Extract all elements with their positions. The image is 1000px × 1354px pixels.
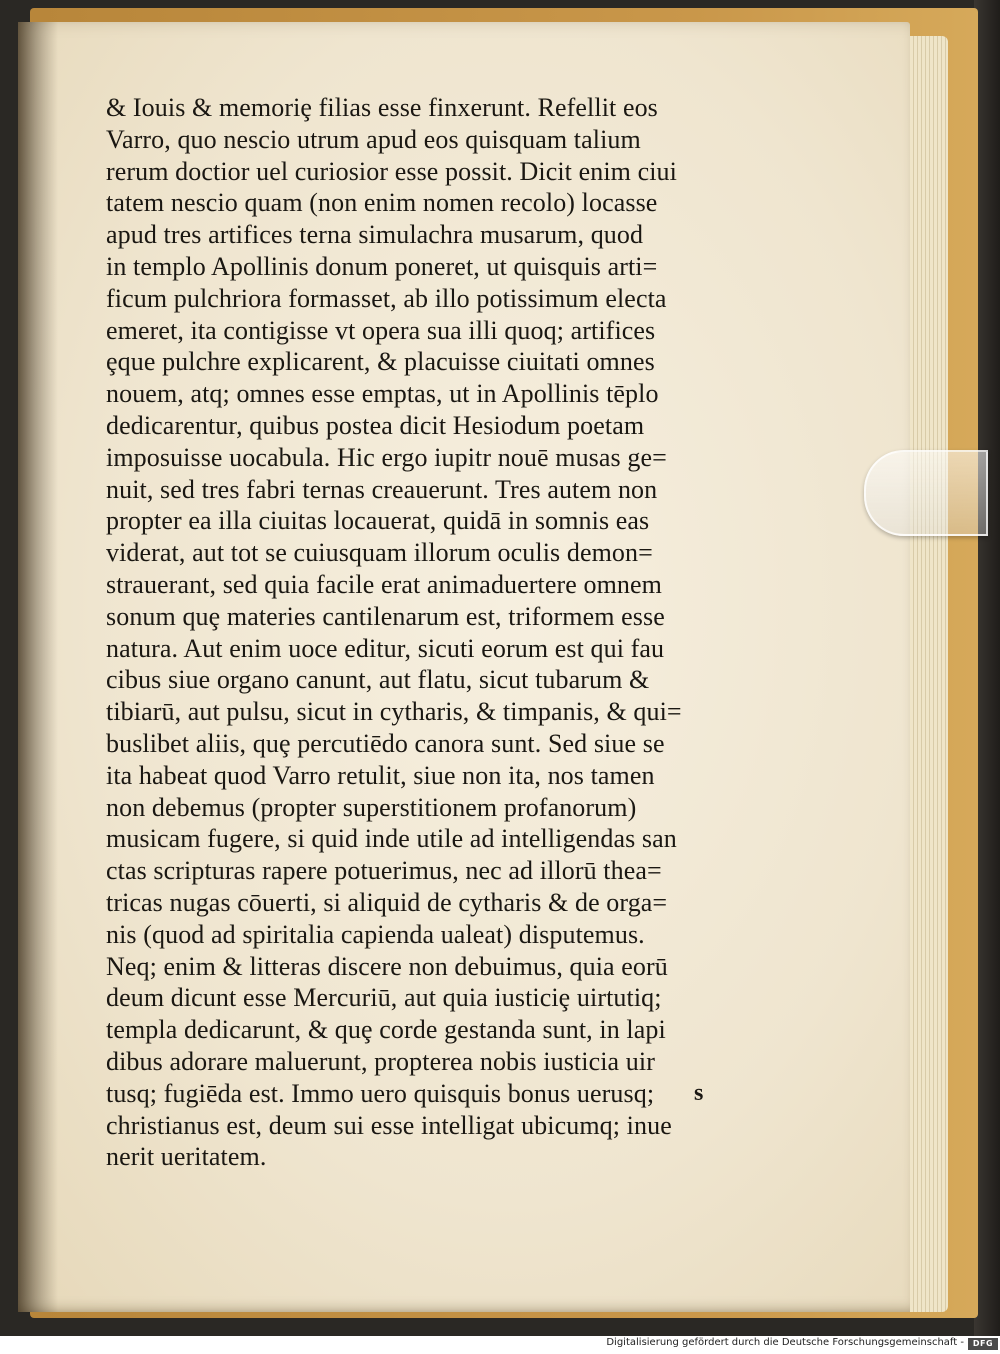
text-line: emeret, ita contigisse vt opera sua illi quoq; artifices: [106, 315, 656, 345]
text-line: ȩque pulchre explicarent, & placuisse ciuitati omnes: [106, 347, 655, 377]
text-line: Varro, quo nescio utrum apud eos quisquam talium: [106, 124, 641, 154]
text-line: rerum doctior uel curiosior esse possit. Dicit enim ciui: [106, 156, 677, 186]
text-line: buslibet aliis, quȩ percutiēdo canora sunt. Sed siue se: [106, 728, 665, 758]
text-line: tusq; fugiēda est. Immo uero quisquis bonus uerusq;: [106, 1078, 655, 1108]
text-line: propter ea illa ciuitas locauerat, quidā in somnis eas: [106, 506, 650, 536]
dfg-logo-icon[interactable]: DFG: [968, 1338, 998, 1350]
text-line: nis (quod ad spiritalia capienda ualeat) disputemus.: [106, 919, 645, 949]
text-line: ficum pulchriora formasset, ab illo potissimum electa: [106, 283, 667, 313]
text-line: tricas nugas cōuerti, si aliquid de cytharis & de orga=: [106, 887, 668, 917]
text-line: sonum quȩ materies cantilenarum est, triformem esse: [106, 601, 665, 631]
text-line: & Iouis & memoriȩ filias esse finxerunt. Refellit eos: [106, 93, 658, 122]
text-line: christianus est, deum sui esse intelligat ubicumq; inue: [106, 1110, 672, 1140]
text-line: nerit ueritatem.: [106, 1142, 267, 1172]
signature-mark: s: [694, 1080, 704, 1106]
text-line: musicam fugere, si quid inde utile ad intelligendas san: [106, 824, 677, 854]
text-line: cibus siue organo canunt, aut flatu, sicut tubarum &: [106, 665, 650, 695]
text-line: imposuisse uocabula. Hic ergo iupitr nouē musas ge=: [106, 442, 667, 472]
text-line: non debemus (propter superstitionem profanorum): [106, 792, 637, 822]
text-line: dedicarentur, quibus postea dicit Hesiodum poetam: [106, 410, 645, 440]
book-page: [18, 22, 910, 1312]
text-line: ctas scripturas rapere potuerimus, nec ad illorū thea=: [106, 856, 662, 886]
text-line: strauerant, sed quia facile erat animaduertere omnem: [106, 569, 662, 599]
text-line: ita habeat quod Varro retulit, siue non ita, nos tamen: [106, 760, 655, 790]
footer-bar: [0, 1336, 1000, 1354]
page-text: [106, 92, 796, 1173]
text-line: natura. Aut enim uoce editur, sicuti eorum est qui fau: [106, 633, 665, 663]
page-clip: [864, 450, 988, 536]
text-line: apud tres artifices terna simulachra musarum, quod: [106, 220, 644, 250]
text-line: nouem, atq; omnes esse emptas, ut in Apollinis tēplo: [106, 379, 659, 409]
text-line: in templo Apollinis donum poneret, ut quisquis arti=: [106, 251, 658, 281]
footer-credit: Digitalisierung gefördert durch die Deutsche Forschungsgemeinschaft -: [606, 1337, 964, 1348]
text-line: templa dedicarunt, & quȩ corde gestanda sunt, in lapi: [106, 1015, 666, 1045]
text-line: tibiarū, aut pulsu, sicut in cytharis, & timpanis, & qui=: [106, 697, 682, 727]
text-line: tatem nescio quam (non enim nomen recolo) locasse: [106, 188, 658, 218]
text-line: dibus adorare maluerunt, propterea nobis iusticia uir: [106, 1046, 655, 1076]
text-line: viderat, aut tot se cuiusquam illorum oculis demon=: [106, 538, 653, 568]
text-line: Neq; enim & litteras discere non debuimus, quia eorū: [106, 951, 668, 981]
gutter-shadow: [18, 22, 58, 1312]
text-line: nuit, sed tres fabri ternas creauerunt. Tres autem non: [106, 474, 658, 504]
text-line: deum dicunt esse Mercuriū, aut quia iusticiȩ uirtutiq;: [106, 983, 662, 1013]
